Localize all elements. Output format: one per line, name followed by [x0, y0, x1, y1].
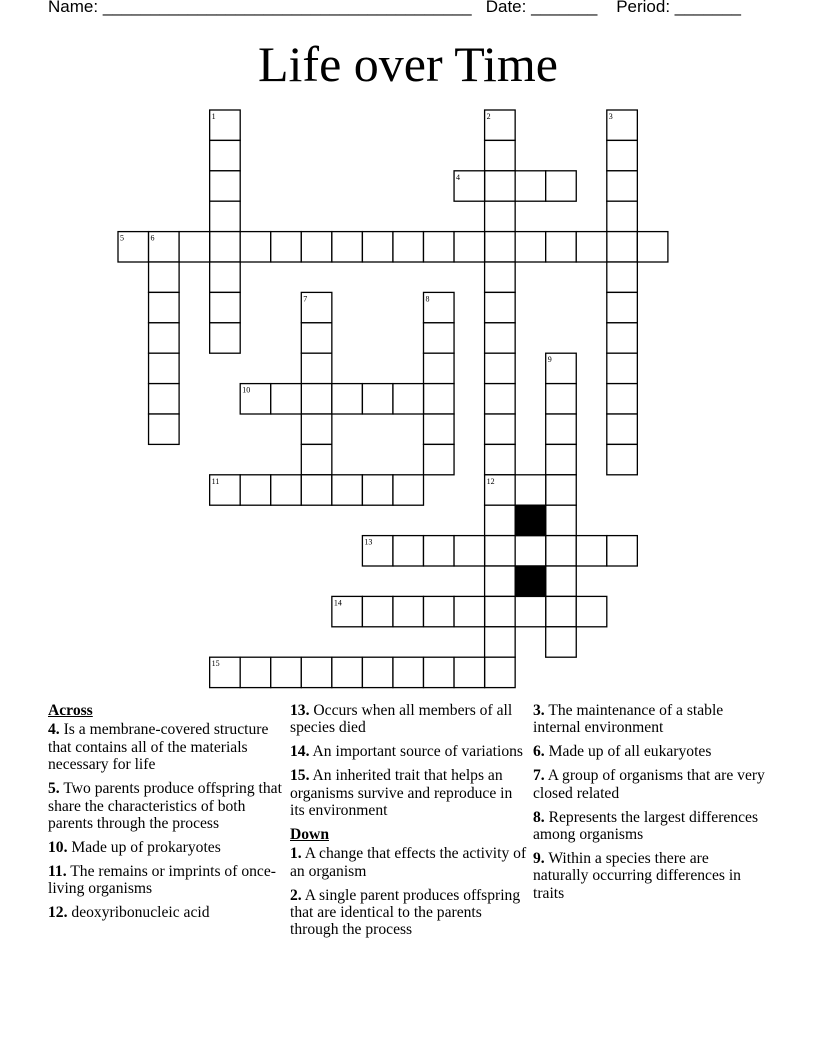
crossword-cell[interactable] — [485, 171, 516, 201]
clue-item — [290, 845, 528, 880]
crossword-cell[interactable] — [424, 657, 455, 687]
clue-item — [533, 702, 768, 737]
clue-text: The remains or imprints of once-living organisms — [48, 862, 276, 898]
crossword-cell[interactable] — [301, 232, 332, 262]
clue-number: 1. — [290, 845, 302, 863]
crossword-cell[interactable] — [637, 232, 668, 262]
crossword-cell[interactable] — [515, 475, 546, 505]
crossword-cell[interactable] — [546, 444, 577, 474]
cell-number: 6 — [150, 233, 155, 243]
crossword-cell[interactable] — [393, 536, 424, 566]
clue-number: 6. — [533, 743, 545, 761]
crossword-cell[interactable] — [301, 353, 332, 383]
across-heading: Across — [48, 702, 93, 719]
crossword-cell[interactable] — [546, 475, 577, 505]
clue-item — [533, 809, 768, 844]
crossword-cell[interactable] — [393, 657, 424, 687]
cell-number: 7 — [303, 294, 308, 304]
crossword-cell[interactable] — [271, 475, 302, 505]
crossword-cell[interactable] — [301, 384, 332, 414]
crossword-cell[interactable] — [301, 475, 332, 505]
cell-number: 13 — [364, 537, 373, 547]
clue-number: 9. — [533, 849, 545, 867]
crossword-cell[interactable] — [301, 414, 332, 444]
clue-item — [533, 767, 768, 802]
crossword-cell[interactable] — [424, 384, 455, 414]
crossword-cell[interactable] — [424, 323, 455, 353]
clue-number: 7. — [533, 767, 545, 785]
clue-number: 4. — [48, 721, 60, 739]
crossword-cell[interactable] — [607, 262, 638, 292]
crossword-cell[interactable] — [424, 414, 455, 444]
crossword-cell[interactable] — [576, 536, 607, 566]
crossword-cell[interactable] — [149, 353, 180, 383]
date-label: Date: — [485, 0, 527, 16]
crossword-cell[interactable] — [393, 232, 424, 262]
crossword-cell[interactable] — [607, 444, 638, 474]
clue-number: 10. — [48, 838, 68, 856]
crossword-cell[interactable] — [210, 292, 241, 322]
crossword-cell[interactable] — [485, 596, 516, 626]
clue-text: Occurs when all members of all species died — [290, 702, 513, 737]
clue-item — [48, 839, 283, 856]
crossword-cell[interactable] — [210, 232, 241, 262]
crossword-cell[interactable] — [515, 596, 546, 626]
clue-number: 13. — [290, 702, 310, 719]
crossword-cell[interactable] — [485, 323, 516, 353]
crossword-cell[interactable] — [485, 292, 516, 322]
crossword-cell[interactable] — [515, 232, 546, 262]
clue-text: The maintenance of a stable internal environment — [533, 702, 724, 737]
crossword-cell[interactable] — [485, 384, 516, 414]
clue-number: 15. — [290, 767, 310, 785]
crossword-cell[interactable] — [546, 232, 577, 262]
crossword-cell[interactable] — [210, 140, 241, 170]
cell-number: 1 — [211, 112, 216, 121]
cell-number: 5 — [120, 233, 124, 243]
clue-text: An important source of variations — [309, 743, 524, 761]
period-label: Period: — [616, 0, 671, 16]
crossword-cell[interactable] — [546, 566, 577, 596]
crossword-cell[interactable] — [424, 232, 455, 262]
crossword-cell[interactable] — [607, 384, 638, 414]
crossword-cell[interactable] — [485, 232, 516, 262]
crossword-cell[interactable] — [240, 232, 271, 262]
crossword-cell[interactable] — [607, 171, 638, 201]
cell-number: 15 — [211, 659, 220, 669]
crossword-cell[interactable] — [607, 353, 638, 383]
crossword-cell[interactable] — [607, 536, 638, 566]
crossword-cell[interactable] — [485, 505, 516, 535]
crossword-cell[interactable] — [607, 323, 638, 353]
crossword-cell[interactable] — [424, 536, 455, 566]
crossword-cell[interactable] — [332, 232, 363, 262]
clue-item — [290, 887, 528, 939]
clue-text: Within a species there are naturally occurring differences in traits — [533, 849, 741, 902]
crossword-cell[interactable] — [240, 475, 271, 505]
clue-item — [290, 743, 528, 760]
crossword-cell[interactable] — [485, 444, 516, 474]
crossword-cell[interactable] — [210, 171, 241, 201]
crossword-cell[interactable] — [393, 475, 424, 505]
crossword-cell[interactable] — [607, 201, 638, 231]
crossword-cell[interactable] — [149, 262, 180, 292]
crossword-cell[interactable] — [332, 475, 363, 505]
crossword-cell[interactable] — [576, 596, 607, 626]
cell-number: 3 — [608, 112, 613, 121]
crossword-cell[interactable] — [424, 353, 455, 383]
clue-number: 12. — [48, 904, 68, 922]
clue-number: 3. — [533, 702, 545, 719]
cell-number: 12 — [486, 476, 495, 486]
clue-item — [48, 863, 283, 898]
clue-text: Made up of prokaryotes — [67, 838, 221, 856]
crossword-cell[interactable] — [485, 140, 516, 170]
cell-number: 11 — [211, 476, 220, 486]
crossword-cell[interactable] — [362, 384, 393, 414]
crossword-cell[interactable] — [546, 384, 577, 414]
name-label: Name: — [48, 0, 99, 16]
name-blank[interactable]: _______________________________________ — [102, 0, 472, 16]
clue-text: A change that effects the activity of an organism — [290, 845, 527, 880]
crossword-cell[interactable] — [362, 596, 393, 626]
clue-text: A single parent produces offspring that are identical to the parents through the process — [290, 886, 521, 939]
clue-text: A group of organisms that are very closed related — [533, 767, 765, 802]
clue-item — [533, 850, 768, 902]
crossword-cell[interactable] — [454, 536, 485, 566]
clue-text: An inherited trait that helps an organisms survive and reproduce in its environment — [290, 767, 513, 820]
black-square — [515, 566, 546, 596]
crossword-cell[interactable] — [332, 657, 363, 687]
crossword-cell[interactable] — [271, 657, 302, 687]
crossword-cell[interactable] — [546, 414, 577, 444]
crossword-cell[interactable] — [515, 536, 546, 566]
crossword-cell[interactable] — [546, 171, 577, 201]
crossword-cell[interactable] — [301, 444, 332, 474]
clue-number: 8. — [533, 808, 545, 826]
clue-text: Is a membrane-covered structure that contains all of the materials necessary for life — [48, 721, 269, 774]
crossword-cell[interactable] — [362, 232, 393, 262]
clue-number: 11. — [48, 862, 67, 880]
cell-number: 2 — [486, 112, 491, 121]
crossword-cell[interactable] — [424, 596, 455, 626]
cell-number: 8 — [425, 294, 430, 304]
clues-column-3 — [533, 702, 768, 909]
crossword-cell[interactable] — [210, 323, 241, 353]
page-title: Life over Time — [258, 36, 558, 92]
clue-item — [290, 702, 528, 737]
crossword-cell[interactable] — [210, 262, 241, 292]
crossword-cell[interactable] — [546, 536, 577, 566]
crossword-cell[interactable] — [454, 657, 485, 687]
clue-item — [48, 780, 283, 832]
crossword-cell[interactable] — [515, 171, 546, 201]
clue-number: 2. — [290, 886, 302, 904]
crossword-cell[interactable] — [607, 292, 638, 322]
black-square — [515, 505, 546, 535]
clue-item — [48, 721, 283, 773]
crossword-cell[interactable] — [424, 444, 455, 474]
crossword-cell[interactable] — [546, 627, 577, 657]
clue-text: Made up of all eukaryotes — [544, 743, 712, 761]
down-heading: Down — [290, 825, 329, 843]
period-blank[interactable]: _______ — [674, 0, 741, 16]
crossword-cell[interactable] — [149, 292, 180, 322]
clues-column-1 — [48, 702, 283, 928]
crossword-cell[interactable] — [485, 201, 516, 231]
cell-number: 14 — [333, 598, 342, 608]
cell-number: 4 — [456, 172, 461, 182]
crossword-cell[interactable] — [485, 657, 516, 687]
crossword-cell[interactable] — [362, 657, 393, 687]
clue-item — [533, 743, 768, 760]
clue-number: 5. — [48, 780, 60, 798]
clue-item — [290, 767, 528, 819]
crossword-cell[interactable] — [546, 596, 577, 626]
crossword-cell[interactable] — [546, 505, 577, 535]
crossword-cell[interactable] — [607, 232, 638, 262]
crossword-cell[interactable] — [393, 384, 424, 414]
crossword-cell[interactable] — [210, 201, 241, 231]
crossword-cell[interactable] — [485, 353, 516, 383]
crossword-cell[interactable] — [362, 475, 393, 505]
crossword-cell[interactable] — [576, 232, 607, 262]
clue-text: Represents the largest differences among organisms — [533, 808, 759, 843]
crossword-cell[interactable] — [240, 657, 271, 687]
crossword-cell[interactable] — [454, 596, 485, 626]
crossword-cell[interactable] — [149, 323, 180, 353]
clue-item — [48, 904, 283, 921]
crossword-cell[interactable] — [485, 627, 516, 657]
crossword-cell[interactable] — [271, 232, 302, 262]
date-blank[interactable]: _______ — [531, 0, 598, 16]
cell-number: 9 — [547, 355, 552, 365]
cell-number: 10 — [242, 385, 251, 395]
crossword-cell[interactable] — [332, 384, 363, 414]
clue-text: deoxyribonucleic acid — [67, 904, 210, 922]
crossword-cell[interactable] — [485, 536, 516, 566]
crossword-cell[interactable] — [149, 414, 180, 444]
crossword-cell[interactable] — [393, 596, 424, 626]
crossword-cell[interactable] — [485, 262, 516, 292]
crossword-cell[interactable] — [485, 414, 516, 444]
clue-number: 14. — [290, 743, 310, 761]
crossword-cell[interactable] — [301, 657, 332, 687]
crossword-cell[interactable] — [607, 414, 638, 444]
crossword-cell[interactable] — [485, 566, 516, 596]
crossword-cell[interactable] — [149, 384, 180, 414]
crossword-cell[interactable] — [607, 140, 638, 170]
crossword-cell[interactable] — [454, 232, 485, 262]
crossword-cell[interactable] — [271, 384, 302, 414]
crossword-cell[interactable] — [301, 323, 332, 353]
clues-column-2 — [290, 702, 528, 945]
crossword-cell[interactable] — [179, 232, 210, 262]
clue-text: Two parents produce offspring that share the characteristics of both parents through the process — [48, 780, 282, 832]
